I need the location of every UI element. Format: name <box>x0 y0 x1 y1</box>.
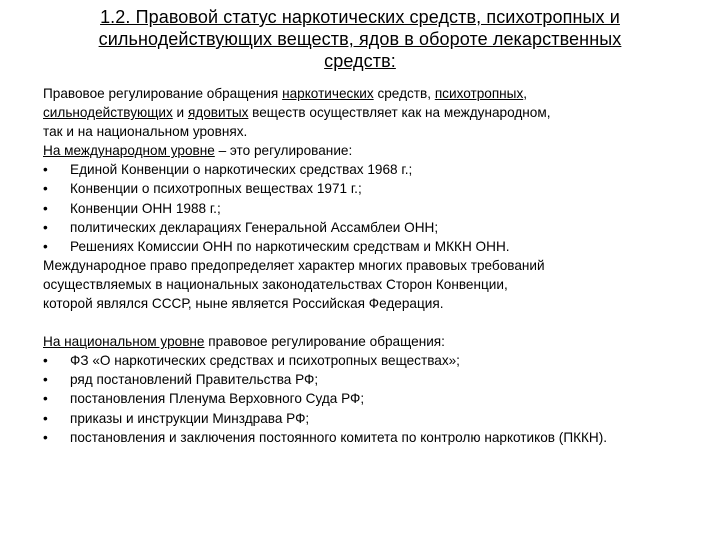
list-item: • политических декларациях Генеральной Ассамблеи ОНН; <box>43 218 693 237</box>
slide-title <box>40 6 680 72</box>
bullet-icon: • <box>43 219 48 235</box>
list-item: • Решениях Комиссии ОНН по наркотическим средствам и МККН ОНН. <box>43 237 693 256</box>
bullet-icon: • <box>43 181 48 197</box>
intro-text-3: , <box>523 86 528 101</box>
intro-text-1: Правовое регулирование обращения <box>43 86 283 101</box>
intro-text-6: так и на национальном уровнях. <box>43 124 248 140</box>
list-item: • Единой Конвенции о наркотических средствах 1968 г.; <box>43 160 693 179</box>
list-item: • ФЗ «О наркотических средствах и психотропных веществах»; <box>43 351 693 370</box>
spacer <box>43 313 693 332</box>
international-heading-underlined: На международном уровне <box>43 143 215 159</box>
international-heading-rest: – это регулирование: <box>214 143 353 159</box>
title-line-2: сильнодействующих веществ, ядов в обороте лекарственных <box>98 29 622 49</box>
bullet-icon: • <box>43 162 48 178</box>
international-paragraph: Международное право предопределяет характер многих правовых требований осуществляемых в национальных законодательствах Сторон Конвенции, которой являлся СССР, ныне является Российская Федерация. <box>43 257 545 312</box>
intro-paragraph <box>43 84 693 141</box>
list-item: • ряд постановлений Правительства РФ; <box>43 370 693 389</box>
international-list <box>43 160 693 255</box>
list-item: • приказы и инструкции Минздрава РФ; <box>43 409 693 428</box>
title-line-1: 1.2. Правовой статус наркотических средств, психотропных и <box>100 7 620 27</box>
intro-text-5: веществ осуществляет как на международном, <box>248 105 551 121</box>
list-item: • постановления Пленума Верховного Суда РФ; <box>43 389 693 408</box>
intro-link-psychotropic[interactable]: психотропных <box>434 86 524 101</box>
bullet-icon: • <box>43 372 48 388</box>
list-item: • Конвенции ОНН 1988 г.; <box>43 199 693 218</box>
intro-link-potent[interactable]: сильнодействующих <box>43 105 173 121</box>
bullet-icon: • <box>43 410 48 426</box>
bullet-icon: • <box>43 429 48 445</box>
intro-text-2: средств, <box>373 86 435 101</box>
international-heading <box>43 141 693 160</box>
national-heading-rest: правовое регулирование обращения: <box>204 334 445 350</box>
bullet-icon: • <box>43 391 48 407</box>
national-heading <box>43 332 693 351</box>
national-list <box>43 351 693 446</box>
bullet-icon: • <box>43 353 48 369</box>
intro-link-narcotic[interactable]: наркотических <box>282 86 374 101</box>
bullet-icon: • <box>43 238 48 254</box>
list-item: • постановления и заключения постоянного комитета по контролю наркотиков (ПККН). <box>43 428 693 447</box>
title-line-3: средств: <box>324 51 396 71</box>
intro-text-4: и <box>172 105 188 121</box>
intro-link-poisonous[interactable]: ядовитых <box>187 105 249 121</box>
slide-body <box>43 84 693 447</box>
bullet-icon: • <box>43 200 48 216</box>
national-heading-underlined: На национальном уровне <box>43 334 205 350</box>
list-item: • Конвенции о психотропных веществах 1971 г.; <box>43 179 693 198</box>
